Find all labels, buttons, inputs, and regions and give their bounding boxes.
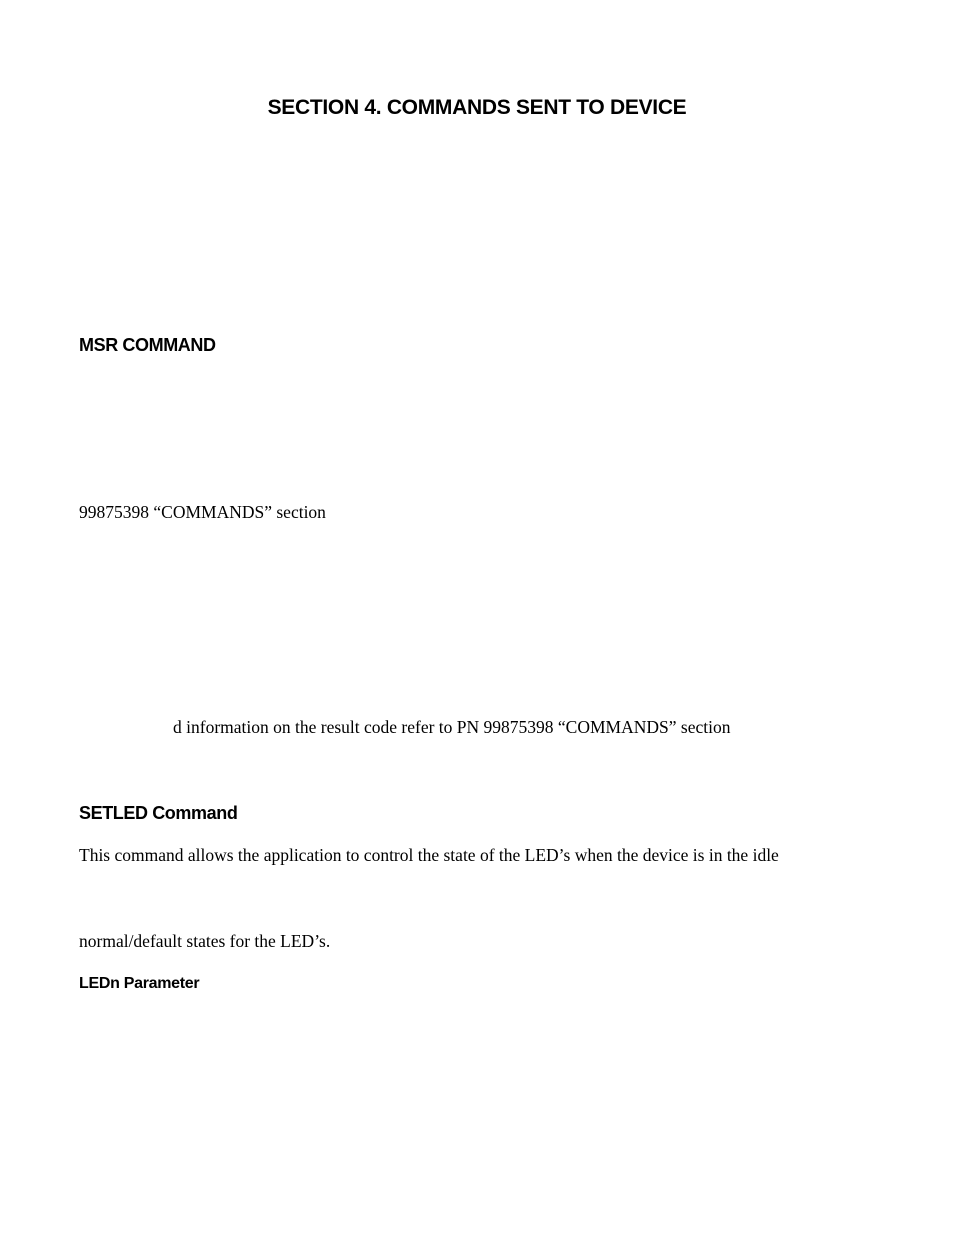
ledn-parameter-heading: LEDn Parameter	[79, 975, 200, 992]
section-title: SECTION 4. COMMANDS SENT TO DEVICE	[267, 96, 687, 119]
msr-command-heading: MSR COMMAND	[79, 335, 216, 355]
setled-paragraph-line-1: This command allows the application to control the state of the LED’s when the device is in the idle	[79, 845, 779, 865]
msr-text-fragment-2: d information on the result code refer to PN 99875398 “COMMANDS” section	[173, 717, 731, 737]
msr-text-fragment-1: 99875398 “COMMANDS” section	[79, 502, 326, 522]
setled-paragraph-line-2: normal/default states for the LED’s.	[79, 931, 331, 951]
setled-command-heading: SETLED Command	[79, 803, 238, 823]
